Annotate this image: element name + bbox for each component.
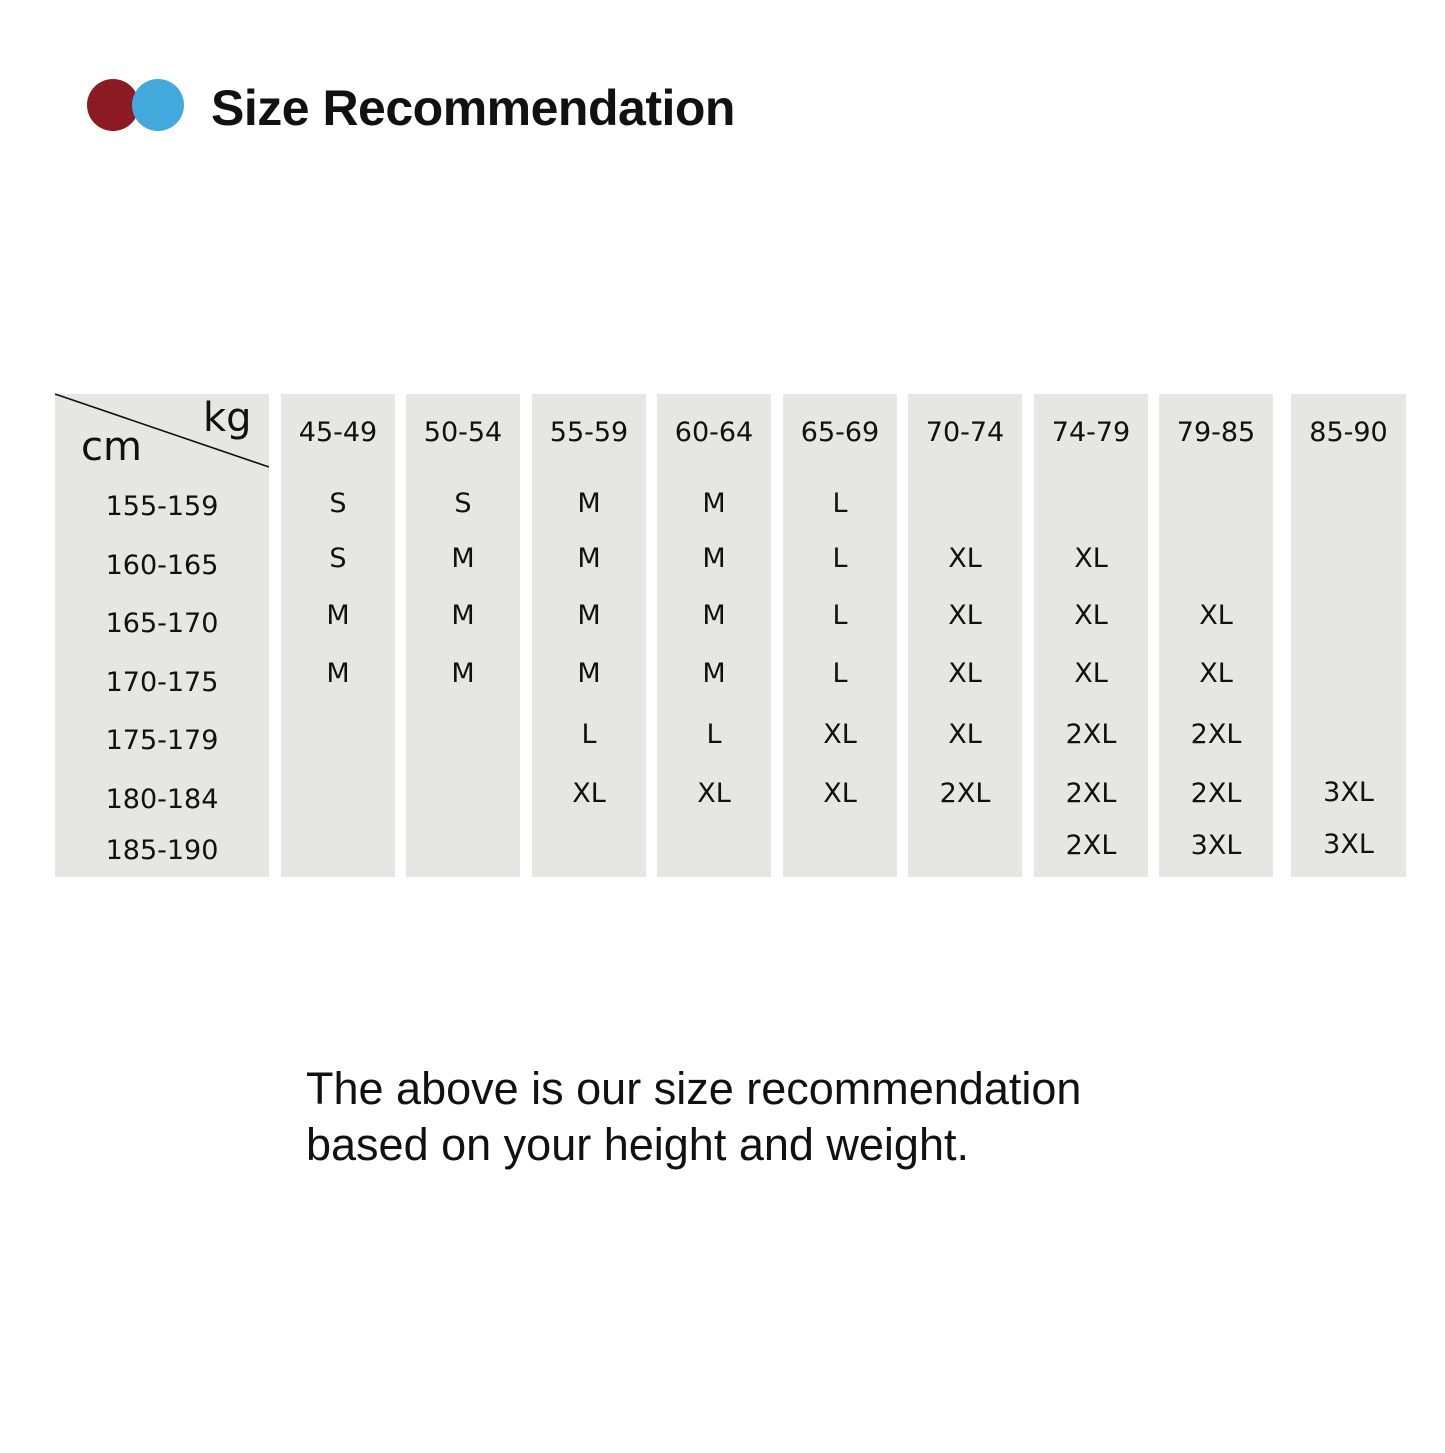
page-title: Size Recommendation (211, 80, 735, 136)
size-cell: M (451, 658, 475, 689)
size-cell: M (577, 600, 601, 631)
weight-label: 55-59 (549, 417, 629, 448)
weight-label: 60-64 (674, 417, 754, 448)
size-cell: 2XL (1065, 778, 1117, 809)
weight-column (783, 394, 897, 877)
weight-label: 85-90 (1309, 417, 1388, 448)
size-cell: XL (948, 600, 982, 631)
weight-label: 74-79 (1051, 417, 1131, 448)
size-note-line: based on your height and weight. (306, 1119, 969, 1170)
size-cell: XL (948, 658, 982, 689)
size-cell: M (702, 658, 726, 689)
size-cell: XL (1074, 543, 1108, 574)
weight-label: 70-74 (925, 417, 1005, 448)
size-cell: 2XL (1190, 719, 1242, 750)
height-label: 170-175 (105, 667, 219, 698)
height-label: 165-170 (105, 608, 219, 639)
weight-column (1291, 394, 1406, 877)
height-unit-label: cm (81, 424, 142, 470)
weight-column (1159, 394, 1273, 877)
weight-label: 65-69 (800, 417, 880, 448)
size-cell: S (454, 488, 472, 519)
size-cell: L (832, 600, 848, 631)
blue-dot-icon (132, 79, 184, 131)
size-note (306, 1061, 1081, 1173)
weight-column (532, 394, 646, 877)
height-label: 185-190 (105, 835, 219, 866)
size-cell: S (329, 543, 347, 574)
weight-label: 50-54 (423, 417, 503, 448)
size-cell: S (329, 488, 347, 519)
size-cell: M (577, 658, 601, 689)
size-cell: 2XL (1065, 830, 1117, 861)
size-cell: M (577, 543, 601, 574)
size-cell: XL (1074, 600, 1108, 631)
size-cell: M (702, 600, 726, 631)
size-cell: 3XL (1190, 830, 1242, 861)
size-cell: M (702, 488, 726, 519)
height-label: 175-179 (105, 725, 219, 756)
weight-column (908, 394, 1022, 877)
size-cell: L (706, 719, 722, 750)
size-cell: M (702, 543, 726, 574)
size-cell: XL (948, 719, 982, 750)
size-cell: XL (823, 719, 857, 750)
size-cell: L (832, 488, 848, 519)
weight-column (406, 394, 520, 877)
weight-unit-label: kg (203, 395, 252, 441)
size-cell: XL (948, 543, 982, 574)
size-cell: XL (572, 778, 606, 809)
weight-label: 79-85 (1176, 417, 1256, 448)
weight-column (281, 394, 395, 877)
size-cell: 2XL (1065, 719, 1117, 750)
height-label: 160-165 (105, 550, 219, 581)
size-cell: M (326, 600, 350, 631)
size-cell: 3XL (1323, 829, 1374, 860)
height-column (55, 394, 269, 877)
weight-column (1034, 394, 1148, 877)
size-cell: XL (697, 778, 731, 809)
height-label: 180-184 (105, 784, 219, 815)
size-cell: XL (1074, 658, 1108, 689)
size-cell: M (451, 600, 475, 631)
size-cell: XL (823, 778, 857, 809)
size-cell: 3XL (1323, 777, 1374, 808)
size-cell: XL (1199, 600, 1233, 631)
size-cell: 2XL (1190, 778, 1242, 809)
size-cell: L (832, 658, 848, 689)
weight-label: 45-49 (298, 417, 378, 448)
size-cell: 2XL (939, 778, 991, 809)
size-cell: M (451, 543, 475, 574)
weight-column (657, 394, 771, 877)
size-cell: XL (1199, 658, 1233, 689)
size-cell: M (577, 488, 601, 519)
size-note-line: The above is our size recommendation (306, 1063, 1082, 1114)
height-label: 155-159 (105, 491, 219, 522)
size-cell: M (326, 658, 350, 689)
size-cell: L (832, 543, 848, 574)
size-cell: L (581, 719, 597, 750)
